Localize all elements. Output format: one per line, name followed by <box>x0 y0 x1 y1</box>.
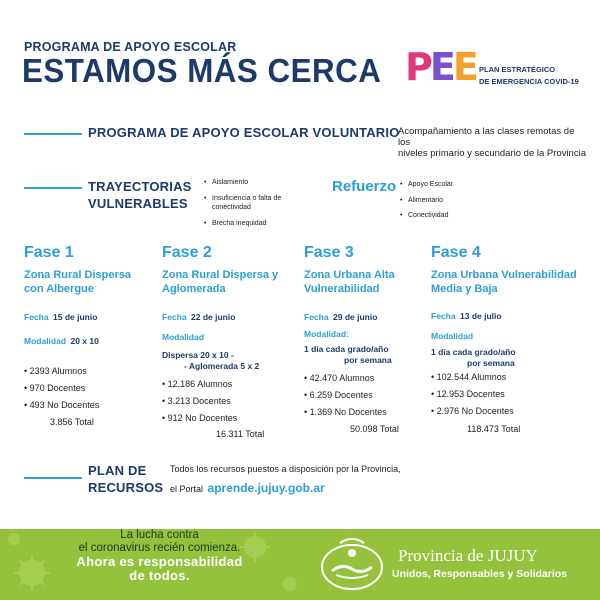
fase-2-title: Fase 2 <box>162 244 212 261</box>
list-item-text: conectividad <box>212 204 251 211</box>
footer-line3: Ahora es responsabilidad <box>76 554 243 569</box>
fase-1-zona-line1: Zona Rural Dispersa <box>24 269 131 281</box>
refuerzo-list <box>400 180 520 227</box>
fase-3-total: 50.098 Total <box>350 424 399 434</box>
provincia-emblem-icon <box>314 535 390 593</box>
list-item: • Apoyo Escolar <box>400 180 520 190</box>
fase-3-zona-line1: Zona Urbana Alta <box>304 269 395 281</box>
footer-line2: el coronavirus recién comienza. <box>78 542 241 554</box>
programa-desc-line2: niveles primario y secundario de la Provincia <box>398 148 586 159</box>
plan-title-line1: PLAN DE <box>88 463 147 478</box>
fase-4-modalidad-label: Modalidad <box>431 331 474 341</box>
fase-4-title: Fase 4 <box>431 244 481 261</box>
fase-2-modalidad-label: Modalidad <box>162 332 205 342</box>
fase-1-fecha <box>24 307 159 325</box>
modalidad-line2: por semana <box>344 355 392 365</box>
fase-3-title: Fase 3 <box>304 244 354 261</box>
list-item: • Alimentario <box>400 196 520 206</box>
fase-3-column <box>304 244 434 434</box>
fase-1-modalidad <box>24 331 159 349</box>
pee-logo-mark: PEE <box>405 45 476 89</box>
stat-no-docentes: • 1.369 No Docentes <box>304 407 434 417</box>
plan-portal-row <box>170 481 325 495</box>
trayectorias-title <box>88 178 192 212</box>
fecha-label: Fecha <box>431 311 456 321</box>
fase-4-modalidad <box>431 347 591 369</box>
fase-1-zona-line2: con Albergue <box>24 283 94 295</box>
fase-3-modalidad-label: Modalidad: <box>304 329 349 339</box>
stat-docentes: • 970 Docentes <box>24 383 159 393</box>
modalidad-label: Modalidad <box>24 336 67 346</box>
divider-plan <box>24 477 82 479</box>
fase-1-zona <box>24 268 159 296</box>
plan-title <box>88 462 163 496</box>
modalidad-line1: 1 día cada grado/año <box>304 344 389 354</box>
fase-2-fecha <box>162 307 297 325</box>
list-item <box>204 194 324 213</box>
provincia-name: Provincia de JUJUY <box>398 546 538 565</box>
fecha-value: 22 de junio <box>191 312 236 322</box>
fase-1-total: 3.856 Total <box>50 417 94 427</box>
fecha-value: 29 de junio <box>333 312 378 322</box>
list-item-text: Insuficiencia o falta de <box>212 194 282 202</box>
programa-description <box>398 126 588 159</box>
fecha-label: Fecha <box>24 312 49 322</box>
footer-line1: La lucha contra <box>120 529 199 541</box>
list-item: • Conectividad <box>400 211 520 221</box>
fase-2-total: 16.311 Total <box>216 429 265 439</box>
footer-line4: de todos. <box>129 568 190 583</box>
stat-no-docentes: • 493 No Docentes <box>24 400 159 410</box>
stat-docentes: • 12.953 Docentes <box>431 389 591 399</box>
header-subtitle: PROGRAMA DE APOYO ESCOLAR <box>24 40 237 54</box>
stat-alumnos: • 2393 Alumnos <box>24 366 159 376</box>
stat-alumnos: • 12.186 Alumnos <box>162 379 297 389</box>
stat-docentes: • 3.213 Docentes <box>162 396 297 406</box>
stat-no-docentes: • 912 No Docentes <box>162 413 297 423</box>
fase-4-column <box>431 244 591 434</box>
fase-2-stats <box>162 379 297 423</box>
trayectorias-title-line2: VULNERABLES <box>88 196 188 211</box>
fase-4-zona-line1: Zona Urbana Vulnerabilidad <box>431 269 577 281</box>
list-item: • Aislamiento <box>204 178 324 188</box>
fecha-label: Fecha <box>304 312 329 322</box>
stat-alumnos: • 42.470 Alumnos <box>304 373 434 383</box>
footer-message <box>52 529 267 583</box>
page-title: ESTAMOS MÁS CERCA <box>22 52 382 89</box>
fase-3-zona-line2: Vulnerabilidad <box>304 283 380 295</box>
fase-3-modalidad <box>304 344 434 366</box>
fecha-value: 15 de junio <box>53 312 98 322</box>
fase-3-stats <box>304 373 434 417</box>
divider-programa <box>24 133 82 135</box>
fase-2-modalidad <box>162 350 297 372</box>
stat-no-docentes: • 2.976 No Docentes <box>431 406 591 416</box>
trayectorias-list <box>204 178 324 234</box>
fase-3-zona <box>304 268 434 296</box>
fase-1-title: Fase 1 <box>24 244 74 261</box>
fase-4-stats <box>431 372 591 416</box>
programa-desc-line1: Acompañamiento a las clases remotas de los <box>398 126 575 148</box>
fase-4-zona <box>431 268 591 296</box>
plan-title-line2: RECURSOS <box>88 480 164 495</box>
modalidad-value: 20 x 10 <box>70 336 99 346</box>
logo-line1: PLAN ESTRATÉGICO <box>479 65 556 74</box>
refuerzo-title: Refuerzo <box>332 178 397 195</box>
fecha-value: 13 de julio <box>460 311 502 321</box>
list-item: • Brecha inequidad <box>204 219 324 229</box>
modalidad-line1: Dispersa 20 x 10 - <box>162 350 234 360</box>
programa-title: PROGRAMA DE APOYO ESCOLAR VOLUNTARIO <box>88 125 400 140</box>
fase-3-fecha <box>304 307 434 325</box>
stat-docentes: • 6.259 Docentes <box>304 390 434 400</box>
fase-2-zona <box>162 268 297 296</box>
modalidad-line2: - Aglomerada 5 x 2 <box>184 361 260 371</box>
modalidad-line2: por semana <box>467 358 515 368</box>
logo-line2: DE EMERGENCIA COVID-19 <box>479 77 579 86</box>
portal-link[interactable]: aprende.jujuy.gob.ar <box>207 481 325 495</box>
plan-text: Todos los recursos puestos a disposición por la Provincia, <box>170 464 401 474</box>
provincia-slogan: Unidos, Responsables y Solidarios <box>392 568 568 580</box>
fase-4-fecha <box>431 306 591 324</box>
fase-4-zona-line2: Media y Baja <box>431 283 498 295</box>
plan-portal-label: el Portal <box>170 484 204 494</box>
footer-banner <box>0 529 600 600</box>
fase-2-column <box>162 244 297 439</box>
fase-4-total: 118.473 Total <box>467 424 521 434</box>
divider-trayectorias <box>24 187 82 189</box>
pee-logo <box>405 45 585 94</box>
trayectorias-title-line1: TRAYECTORIAS <box>88 179 192 194</box>
fecha-label: Fecha <box>162 312 187 322</box>
fase-1-column <box>24 244 159 427</box>
fase-1-stats <box>24 366 159 410</box>
modalidad-line1: 1 día cada grado/año <box>431 347 516 357</box>
fase-2-zona-line2: Aglomerada <box>162 283 226 295</box>
stat-alumnos: • 102.544 Alumnos <box>431 372 591 382</box>
fase-2-zona-line1: Zona Rural Dispersa y <box>162 269 279 281</box>
